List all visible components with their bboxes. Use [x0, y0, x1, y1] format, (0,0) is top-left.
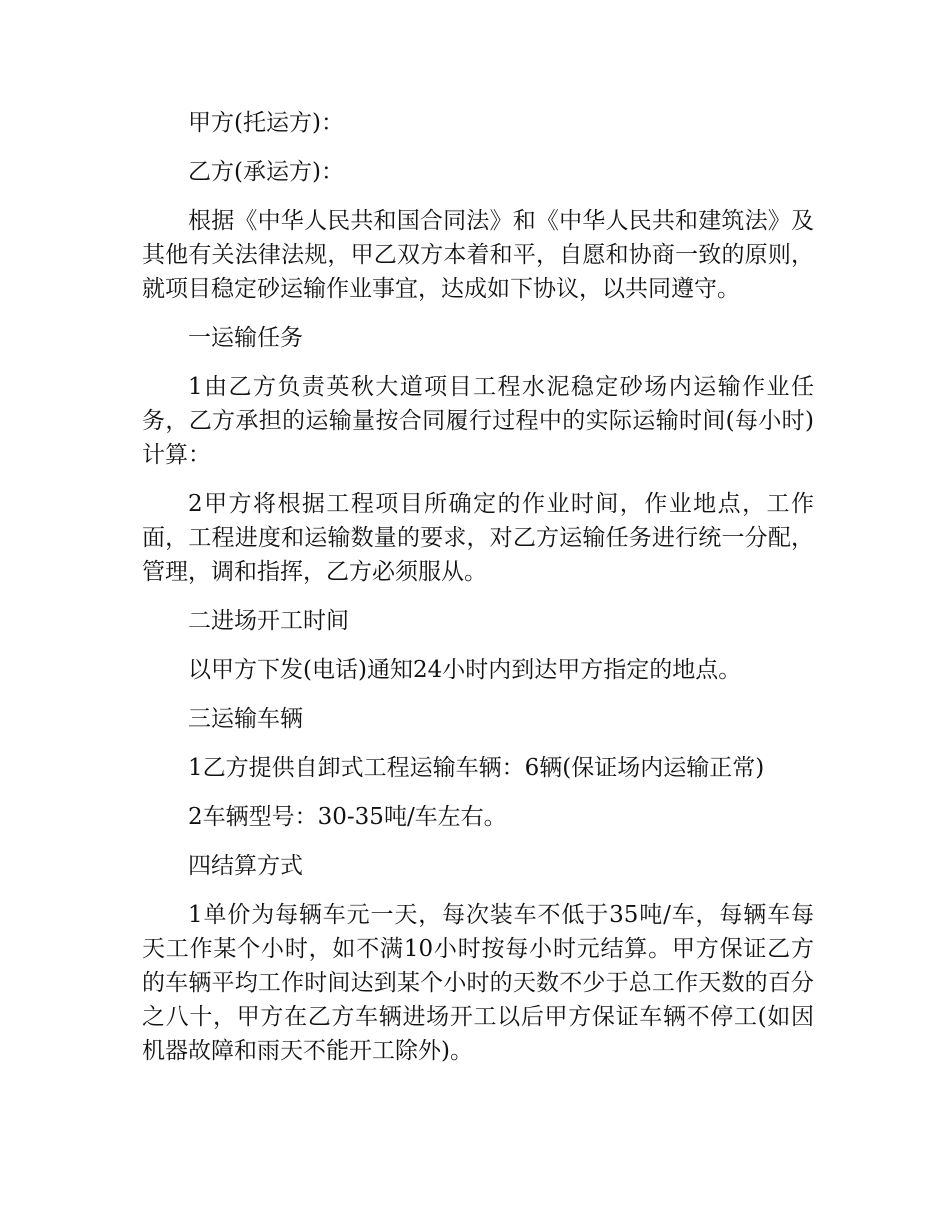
- clause-3-2: 2车辆型号：30-35吨/车左右。: [188, 804, 507, 830]
- clause-1-1: 1由乙方负责英秋大道项目工程水泥稳定砂场内运输作业任务，乙方承担的运输量按合同履行过程中的实际运输时间(每小时)计算：: [142, 374, 814, 468]
- clause-4-1: 1单价为每辆车元一天，每次装车不低于35吨/车，每辆车每天工作某个小时，如不满10小时按每小时元结算。甲方保证乙方的车辆平均工作时间达到某个小时的天数不少于总工作天数的百分之八十，甲方在乙方车辆进场开工以后甲方保证车辆不停工(如因机器故障和雨天不能开工除外)。: [142, 902, 814, 1064]
- section-heading-transport-task: 一运输任务: [188, 325, 303, 351]
- clause-2-1: 以甲方下发(电话)通知24小时内到达甲方指定的地点。: [188, 657, 742, 683]
- document-page: [142, 106, 814, 1083]
- party-b-line: 乙方(承运方)：: [188, 159, 344, 185]
- preamble-paragraph: 根据《中华人民共和国合同法》和《中华人民共和建筑法》及其他有关法律法规，甲乙双方本着和平，自愿和协商一致的原则，就项目稳定砂运输作业事宜，达成如下协议，以共同遵守。: [142, 208, 814, 302]
- party-a-line: 甲方(托运方)：: [188, 110, 344, 136]
- section-heading-start-time: 二进场开工时间: [188, 608, 349, 634]
- clause-3-1: 1乙方提供自卸式工程运输车辆：6辆(保证场内运输正常): [188, 755, 765, 781]
- section-heading-vehicles: 三运输车辆: [188, 706, 303, 732]
- section-heading-settlement: 四结算方式: [188, 853, 303, 879]
- clause-1-2: 2甲方将根据工程项目所确定的作业时间，作业地点，工作面，工程进度和运输数量的要求，对乙方运输任务进行统一分配，管理，调和指挥，乙方必须服从。: [142, 491, 814, 585]
